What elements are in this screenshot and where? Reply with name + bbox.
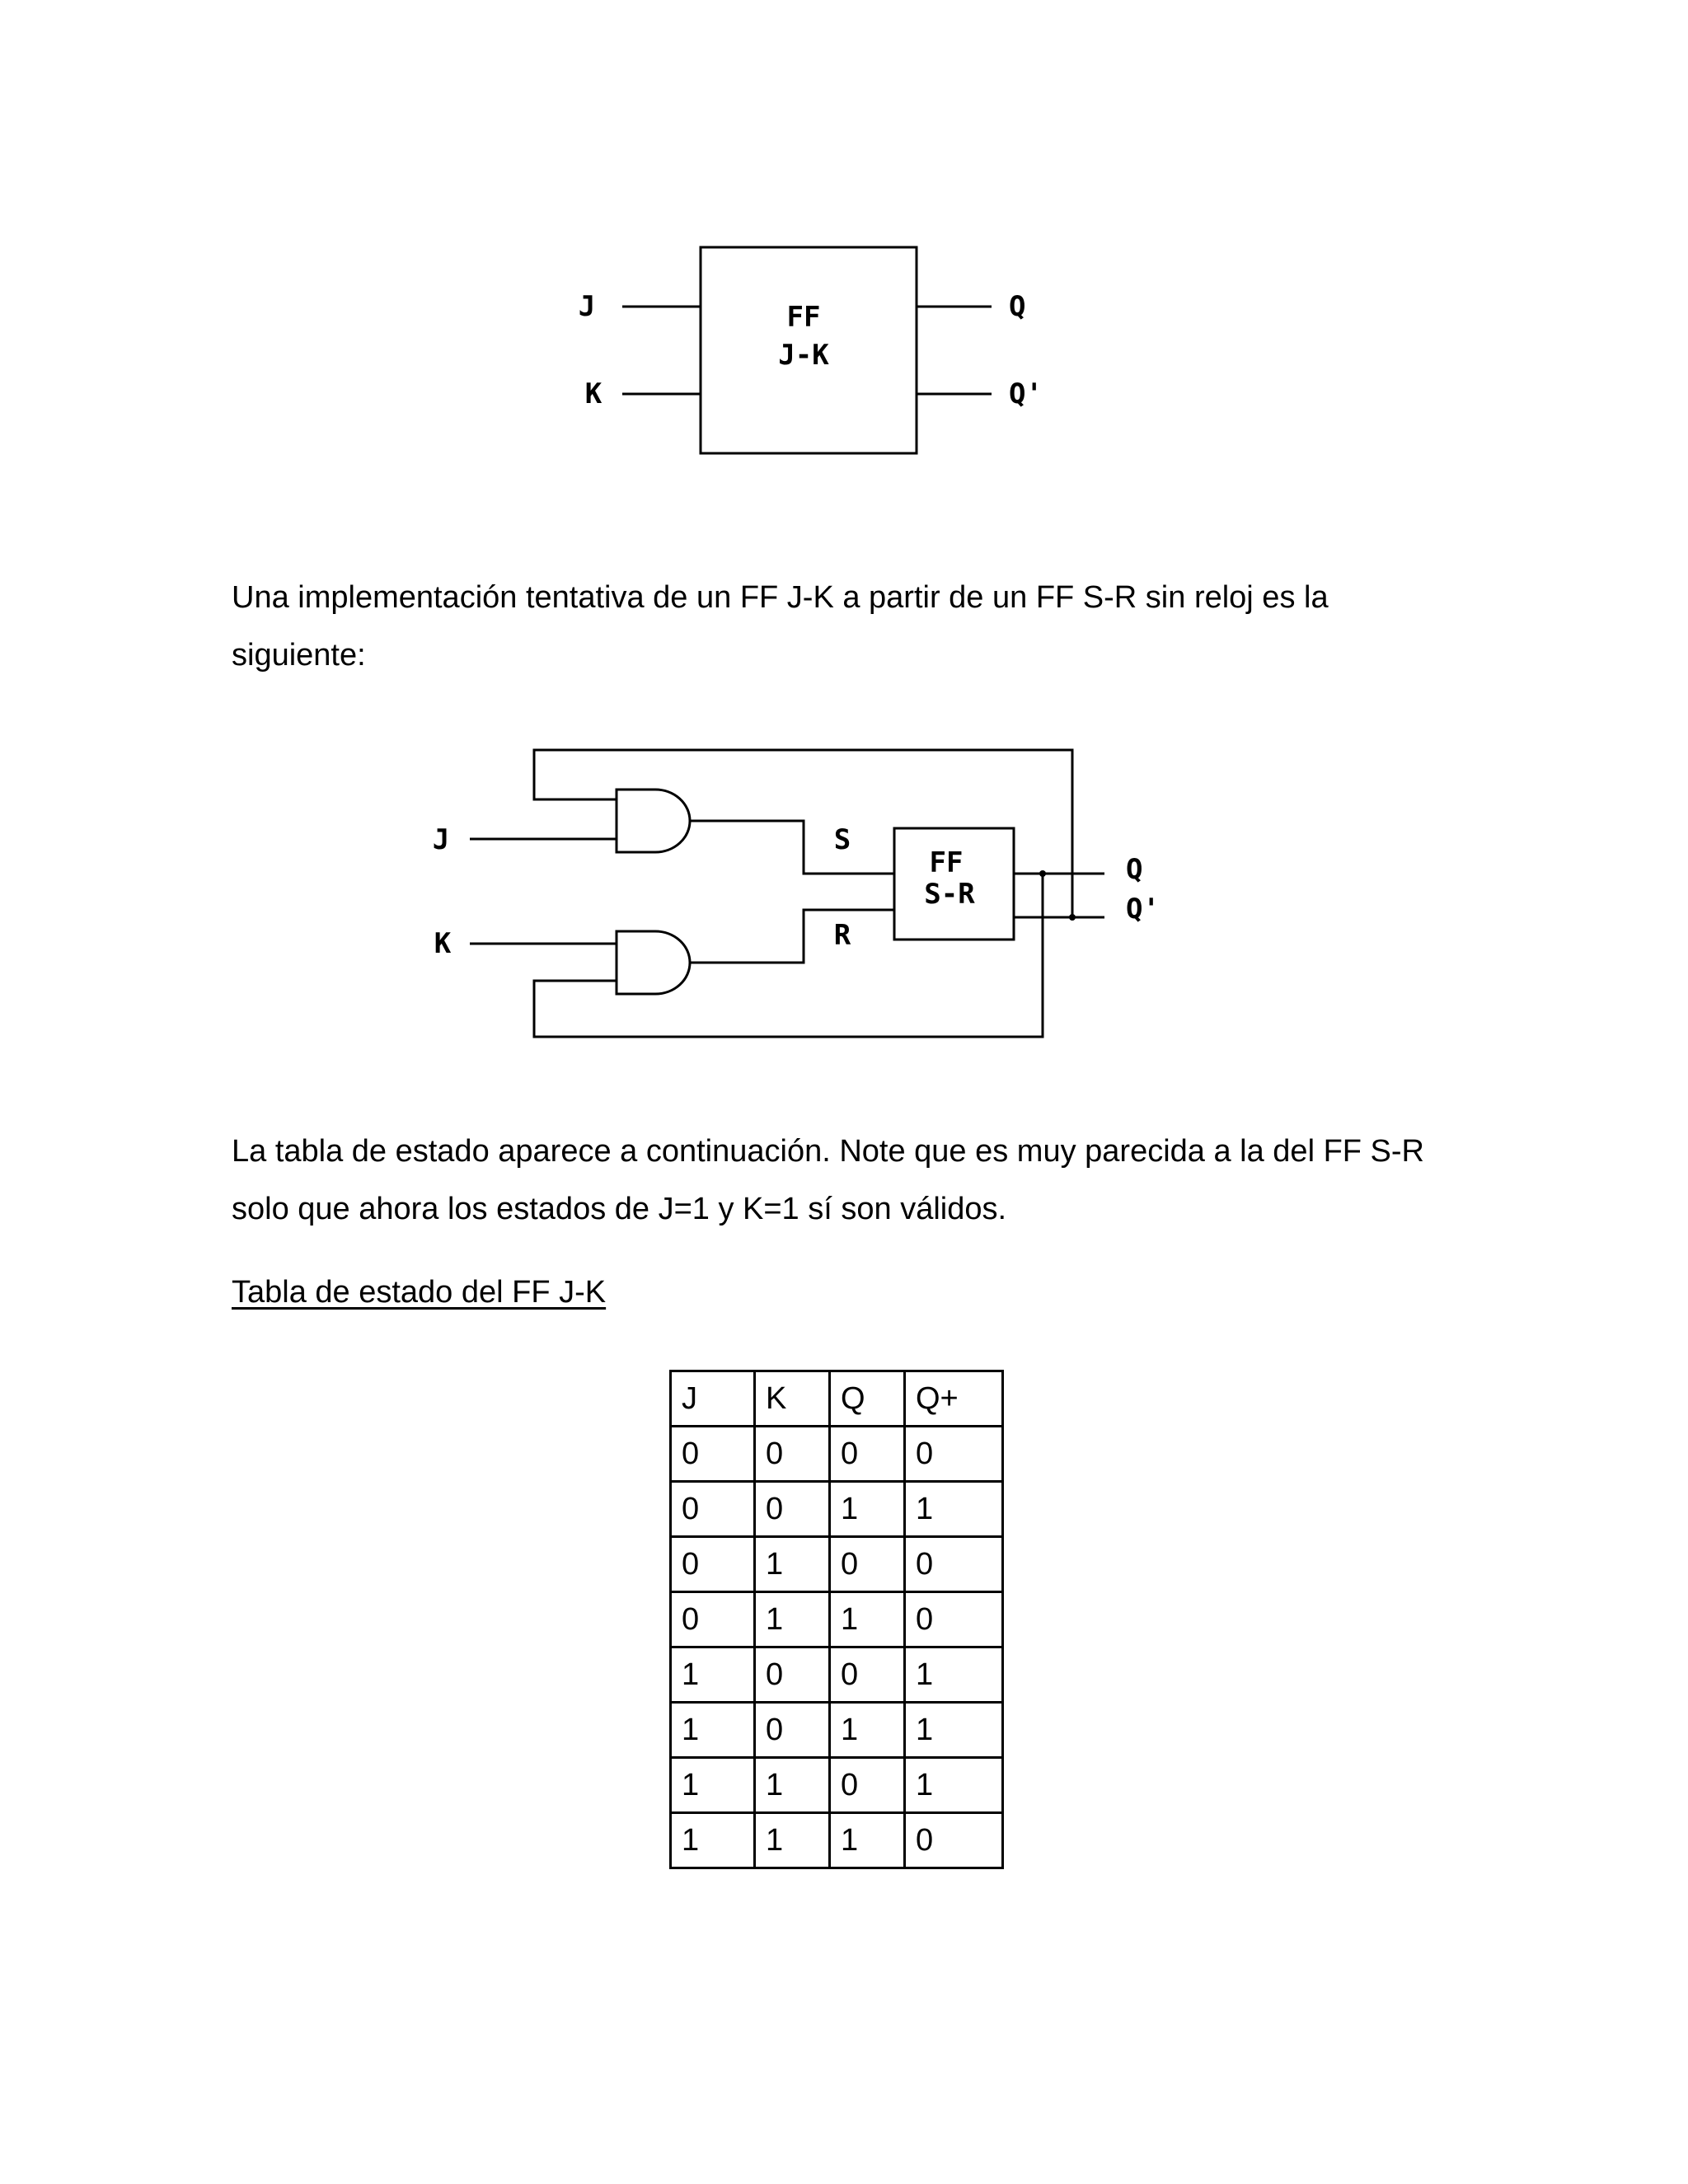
cell-q-next: 1 (905, 1647, 1003, 1703)
jk-from-sr-circuit-diagram (0, 0, 1688, 1071)
cell-j: 0 (671, 1537, 755, 1592)
cell-q-next: 0 (905, 1537, 1003, 1592)
header-j: J (671, 1371, 755, 1427)
cell-q: 1 (830, 1703, 905, 1758)
and-gate-lower (617, 931, 690, 994)
r-label: R (833, 919, 851, 952)
cell-q: 1 (830, 1482, 905, 1537)
cell-j: 1 (671, 1813, 755, 1868)
table-heading: Tabla de estado del FF J-K (232, 1275, 607, 1310)
and-gate-upper (617, 790, 690, 852)
header-q: Q (830, 1371, 905, 1427)
cell-j: 0 (671, 1592, 755, 1647)
s-label: S (833, 823, 851, 856)
cell-k: 0 (755, 1427, 830, 1482)
table-row (671, 1537, 1003, 1592)
state-table (669, 1370, 1004, 1869)
paragraph-state-table-intro: La tabla de estado aparece a continuación. Note que es muy parecida a la del FF S-R solo que ahora los estados de J=1 y K=1 sí son válidos. (232, 1134, 1424, 1226)
s-wire (690, 821, 894, 874)
cell-j: 1 (671, 1703, 755, 1758)
table-row (671, 1703, 1003, 1758)
table-row (671, 1647, 1003, 1703)
cell-q: 0 (830, 1427, 905, 1482)
cell-q-next: 1 (905, 1703, 1003, 1758)
input-k-label: K (584, 377, 603, 410)
table-row (671, 1758, 1003, 1813)
cell-q-next: 0 (905, 1592, 1003, 1647)
cell-q: 0 (830, 1537, 905, 1592)
output-q-label: Q (1009, 290, 1026, 323)
cell-k: 0 (755, 1703, 830, 1758)
header-q-next: Q+ (905, 1371, 1003, 1427)
table-row (671, 1592, 1003, 1647)
output-q-label-2: Q (1126, 853, 1143, 886)
output-q-not-label-2: Q' (1126, 893, 1160, 926)
cell-q: 1 (830, 1592, 905, 1647)
table-row (671, 1427, 1003, 1482)
table-header-row (671, 1371, 1003, 1427)
junction-q-not (1069, 914, 1076, 921)
cell-j: 0 (671, 1427, 755, 1482)
input-k-label-2: K (434, 927, 452, 960)
jk-block-label-jk: J-K (778, 339, 829, 372)
cell-k: 0 (755, 1482, 830, 1537)
r-wire (690, 910, 894, 963)
cell-k: 1 (755, 1592, 830, 1647)
cell-q: 1 (830, 1813, 905, 1868)
cell-q-next: 1 (905, 1758, 1003, 1813)
cell-q-next: 1 (905, 1482, 1003, 1537)
junction-q (1039, 870, 1046, 877)
output-q-not-label: Q' (1009, 377, 1043, 410)
table-row (671, 1482, 1003, 1537)
cell-k: 1 (755, 1537, 830, 1592)
paragraph-implementation: Una implementación tentativa de un FF J-K a partir de un FF S-R sin reloj es la siguiente: (232, 580, 1329, 673)
cell-j: 1 (671, 1758, 755, 1813)
cell-q: 0 (830, 1647, 905, 1703)
cell-k: 0 (755, 1647, 830, 1703)
header-k: K (755, 1371, 830, 1427)
sr-block-label-ff: FF (929, 846, 964, 879)
input-j-label: J (578, 290, 596, 323)
cell-q-next: 0 (905, 1813, 1003, 1868)
input-j-label-2: J (432, 823, 450, 856)
cell-j: 1 (671, 1647, 755, 1703)
cell-j: 0 (671, 1482, 755, 1537)
cell-k: 1 (755, 1758, 830, 1813)
table-row (671, 1813, 1003, 1868)
cell-k: 1 (755, 1813, 830, 1868)
jk-block-label-ff: FF (786, 301, 821, 334)
cell-q-next: 0 (905, 1427, 1003, 1482)
sr-block-label-sr: S-R (924, 878, 975, 911)
cell-q: 0 (830, 1758, 905, 1813)
